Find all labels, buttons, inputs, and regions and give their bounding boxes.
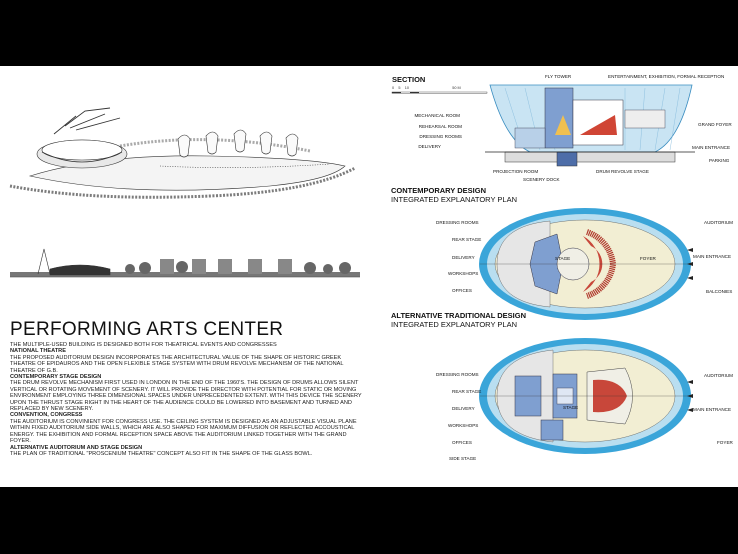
section-title: SECTION <box>392 75 426 84</box>
label-drum-revolve-stage: DRUM REVOLVE STAGE <box>596 169 649 174</box>
traditional-plan-subtitle: INTEGRATED EXPLANATORY PLAN <box>391 320 518 329</box>
aerial-perspective-drawing <box>10 106 360 201</box>
building-section-drawing <box>485 80 695 175</box>
traditional-plan-drawing <box>475 334 695 459</box>
contemporary-label-balconies: BALCONIES <box>706 289 733 294</box>
contemporary-stage-label: STAGE <box>555 256 571 261</box>
scale-tick: 10 <box>404 86 409 90</box>
traditional-label-dressing-rooms: DRESSING ROOMS <box>436 372 479 377</box>
traditional-label-foyer: FOYER <box>717 440 733 445</box>
contemporary-foyer-label: FOYER <box>640 256 656 261</box>
label-projection-room: PROJECTION ROOM <box>493 169 539 174</box>
description-block <box>10 342 365 457</box>
section-body: THE PROPOSED AUDITORIUM DESIGN INCORPORATES THE ARCHITECTURAL VALUE OF THE SHAPE OF HISTORIC GREEK THEATRE OF EPIDAUROS AND THE OPEN FLEXIBLE STAGE SYSTEM WITH DRUM REVOLVE MECHANISM OF THE NATIONAL THEATRE OF G.B. <box>10 354 344 374</box>
page-title: PERFORMING ARTS CENTER <box>10 319 284 340</box>
section-body: THE PLAN OF TRADITIONAL "PROSCENIUM THEATRE" CONCEPT ALSO FIT IN THE SHAPE OF THE GLASS BOWL. <box>10 450 313 457</box>
traditional-label-main-entrance: MAIN ENTRANCE <box>693 407 732 412</box>
contemporary-label-delivery: DELIVERY <box>452 255 475 260</box>
section-body: THE AUDITORIUM IS CONVINIENT FOR CONGRESS USE. THE CEILING SYSTEM IS DESIGNED AS AN ADJUSTABLE VISUAL PLANE WITHIN FIXED AUDITORIUM SIDE WALLS, WHICH ARE ALSO SHAPED FOR MAXIMUM DIFFUSION OR REFLECTED ACCOUSTICAL ENERGY. THE EXHIBITION AND FORMAL RECEPTION SPACE ABOVE THE AUDITORIUM LINKED TOGETHER WITH THE GRAND FOYER. <box>10 418 357 445</box>
label-mechanical-room: MECHANICAL ROOM <box>414 113 460 118</box>
section-heading: NATIONAL THEATRE <box>10 348 66 355</box>
traditional-label-workshops: WORKSHOPS <box>448 423 479 428</box>
contemporary-label-workshops: WORKSHOPS <box>448 271 479 276</box>
contemporary-label-rear-stage: REAR STAGE <box>452 237 482 242</box>
contemporary-plan-subtitle: INTEGRATED EXPLANATORY PLAN <box>391 195 518 204</box>
contemporary-plan-title: CONTEMPORARY DESIGN <box>391 186 487 195</box>
contemporary-label-main-entrance: MAIN ENTRANCE <box>693 254 732 259</box>
section-heading: CONTEMPORARY STAGE DESIGN <box>10 374 102 381</box>
label-scenery-dock: SCENERY DOCK <box>523 177 560 182</box>
intro-text: THE MULTIPLE-USED BUILDING IS DESIGNED BOTH FOR THEATRICAL EVENTS AND CONGRESSES <box>10 342 277 348</box>
contemporary-label-auditorium: AUDITORIUM <box>704 220 734 225</box>
traditional-label-side-stage: SIDE STAGE <box>449 456 477 461</box>
label-dressing-rooms: DRESSING ROOMS <box>419 134 462 139</box>
section-heading: CONVENTION, CONGRESS <box>10 412 83 419</box>
contemporary-label-offices: OFFICES <box>452 288 472 293</box>
section-body: THE DRUM REVOLVE MECHANISM FIRST USED IN LONDON IN THE END OF THE 1960'S. THE DESIGN OF DRUMS ALLOWS SILENT VERTICAL OR ROTATING MOVEMENT OF SCENERY. IT WILL PROVIDE THE DIRECTOR WITH POTENTIAL FOR STATIC OR MOVING ENVIRONMENT EMPLOYING THREE DIMENSIONAL SPACES UNDER UNPRECEDENTED EXTENT. WITH THIS DEVICE THE SCENERY UPON THE THRUST STAGE RIGHT IN THE HEART OF THE AUDIENCE COULD BE LOWERED INTO BASEMENT AND TURNED AND REPLACED BY NEW SCENERY. <box>10 380 362 413</box>
contemporary-plan-drawing <box>475 204 695 324</box>
scale-bar-graphic <box>392 92 487 94</box>
traditional-label-auditorium: AUDITORIUM <box>704 373 734 378</box>
section-heading: ALTERNATIVE AUDITORIUM AND STAGE DESIGN <box>10 444 143 451</box>
traditional-plan-title: ALTERNATIVE TRADITIONAL DESIGN <box>391 311 526 320</box>
traditional-label-delivery: DELIVERY <box>452 406 475 411</box>
traditional-stage-label: STAGE <box>563 405 579 410</box>
street-elevation-drawing <box>10 241 360 281</box>
presentation-sheet <box>0 66 738 487</box>
traditional-label-rear-stage: REAR STAGE <box>452 389 482 394</box>
label-rehearsal-room: REHEARSAL ROOM <box>418 124 462 129</box>
scale-tick: 0 <box>392 86 395 90</box>
contemporary-label-dressing-rooms: DRESSING ROOMS <box>436 220 479 225</box>
scale-tick: 50 M <box>452 86 461 90</box>
label-entertainment: ENTERTAINMENT, EXHIBITION, FORMAL RECEPTION <box>608 74 725 79</box>
label-parking: PARKING <box>709 158 730 163</box>
scale-tick: 5 <box>398 86 401 90</box>
label-delivery: DELIVERY <box>418 144 441 149</box>
scale-bar <box>392 86 461 90</box>
label-grand-foyer: GRAND FOYER <box>698 122 732 127</box>
label-fly-tower: FLY TOWER <box>545 74 572 79</box>
traditional-label-offices: OFFICES <box>452 440 472 445</box>
label-main-entrance: MAIN ENTRANCE <box>692 145 731 150</box>
